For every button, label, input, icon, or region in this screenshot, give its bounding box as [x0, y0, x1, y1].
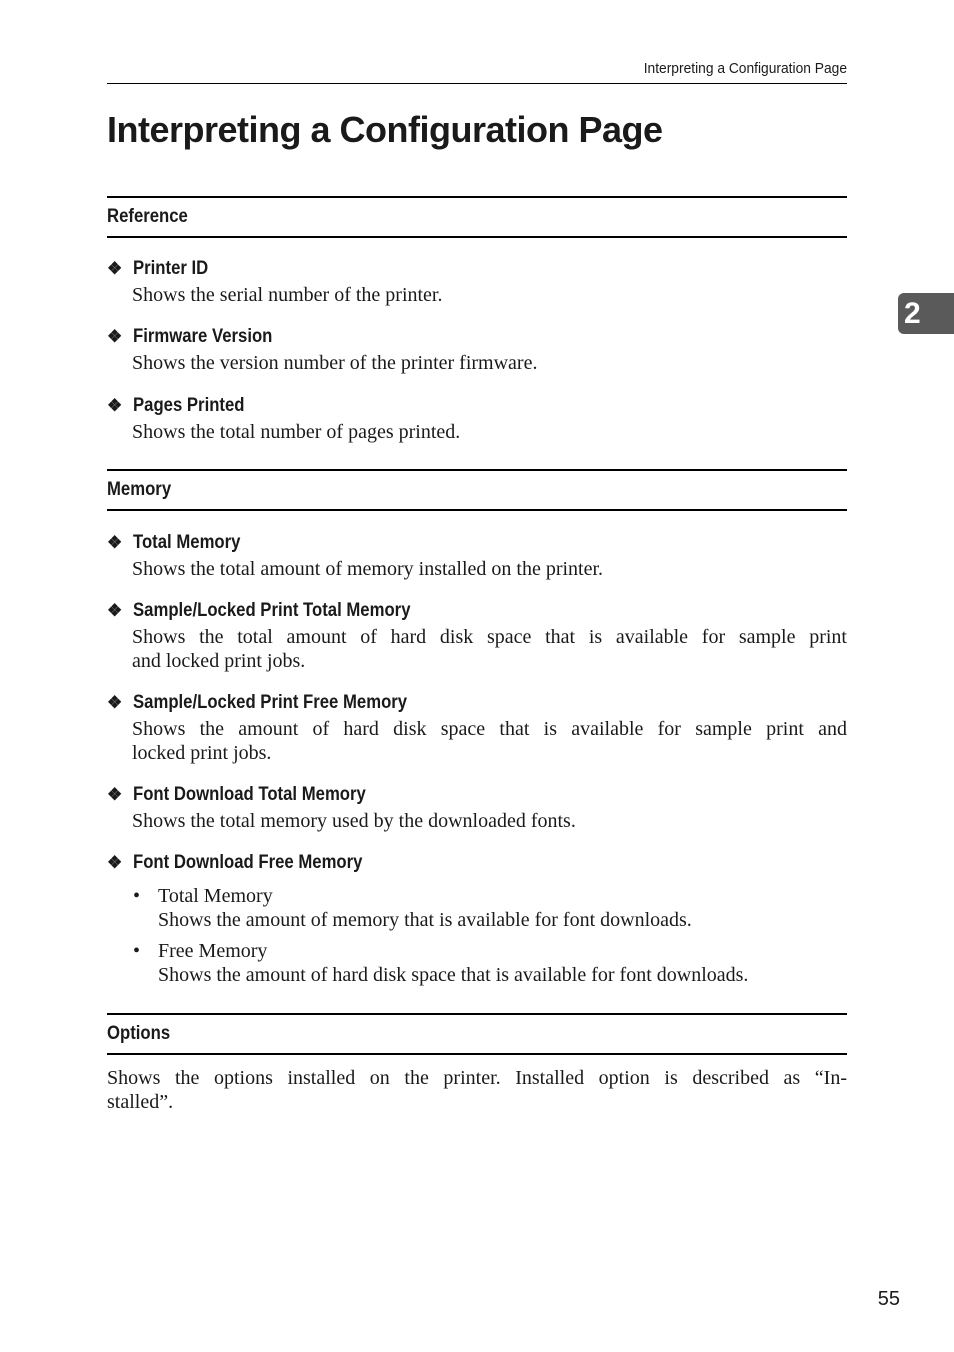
- diamond-bullet-icon: ❖: [107, 396, 123, 415]
- options-description-line: stalled”.: [107, 1091, 174, 1113]
- diamond-bullet-icon: ❖: [107, 259, 123, 278]
- diamond-bullet-icon: ❖: [107, 533, 123, 552]
- subitem-description: Shows the amount of memory that is available for font downloads.: [158, 909, 692, 931]
- item-pages-printed: ❖ Pages Printed: [107, 395, 245, 416]
- section-heading-label: Options: [107, 1023, 171, 1044]
- section-heading-label: Reference: [107, 206, 188, 227]
- diamond-bullet-icon: ❖: [107, 601, 123, 620]
- item-description: Shows the serial number of the printer.: [132, 284, 443, 306]
- subitem-title: Free Memory: [158, 940, 268, 962]
- section-heading-label: Memory: [107, 479, 172, 500]
- running-header: Interpreting a Configuration Page: [643, 60, 847, 77]
- item-description: Shows the total amount of memory installed on the printer.: [132, 558, 604, 580]
- item-description: Shows the total number of pages printed.: [132, 421, 461, 443]
- item-description-line: Shows the amount of hard disk space that is available for sample print and: [132, 718, 847, 740]
- subitem-title: Total Memory: [158, 885, 273, 907]
- item-sample-locked-free-memory: ❖ Sample/Locked Print Free Memory: [107, 692, 408, 713]
- item-printer-id: ❖ Printer ID: [107, 258, 209, 279]
- item-firmware-version: ❖ Firmware Version: [107, 326, 273, 347]
- chapter-tab: 2: [898, 293, 954, 334]
- diamond-bullet-icon: ❖: [107, 693, 123, 712]
- subitem-description: Shows the amount of hard disk space that is available for font downloads.: [158, 964, 749, 986]
- page-title: Interpreting a Configuration Page: [107, 109, 663, 150]
- section-heading-memory: [107, 469, 847, 511]
- header-rule: [107, 83, 847, 84]
- item-description-line: Shows the total amount of hard disk space that is available for sample print: [132, 626, 847, 648]
- diamond-bullet-icon: ❖: [107, 785, 123, 804]
- item-description: Shows the version number of the printer firmware.: [132, 352, 538, 374]
- options-description-line: Shows the options installed on the printer. Installed option is described as “In-: [107, 1067, 847, 1089]
- item-description-line: and locked print jobs.: [132, 650, 306, 672]
- item-description-line: locked print jobs.: [132, 742, 272, 764]
- item-description: Shows the total memory used by the downloaded fonts.: [132, 810, 576, 832]
- item-total-memory: ❖ Total Memory: [107, 532, 241, 553]
- item-sample-locked-total-memory: ❖ Sample/Locked Print Total Memory: [107, 600, 411, 621]
- item-font-download-total-memory: ❖ Font Download Total Memory: [107, 784, 366, 805]
- bullet-icon: •: [133, 940, 141, 962]
- diamond-bullet-icon: ❖: [107, 853, 123, 872]
- section-heading-options: [107, 1013, 847, 1055]
- section-heading-reference: [107, 196, 847, 238]
- item-font-download-free-memory: ❖ Font Download Free Memory: [107, 852, 363, 873]
- diamond-bullet-icon: ❖: [107, 327, 123, 346]
- bullet-icon: •: [133, 885, 141, 907]
- page-number: 55: [877, 1288, 900, 1310]
